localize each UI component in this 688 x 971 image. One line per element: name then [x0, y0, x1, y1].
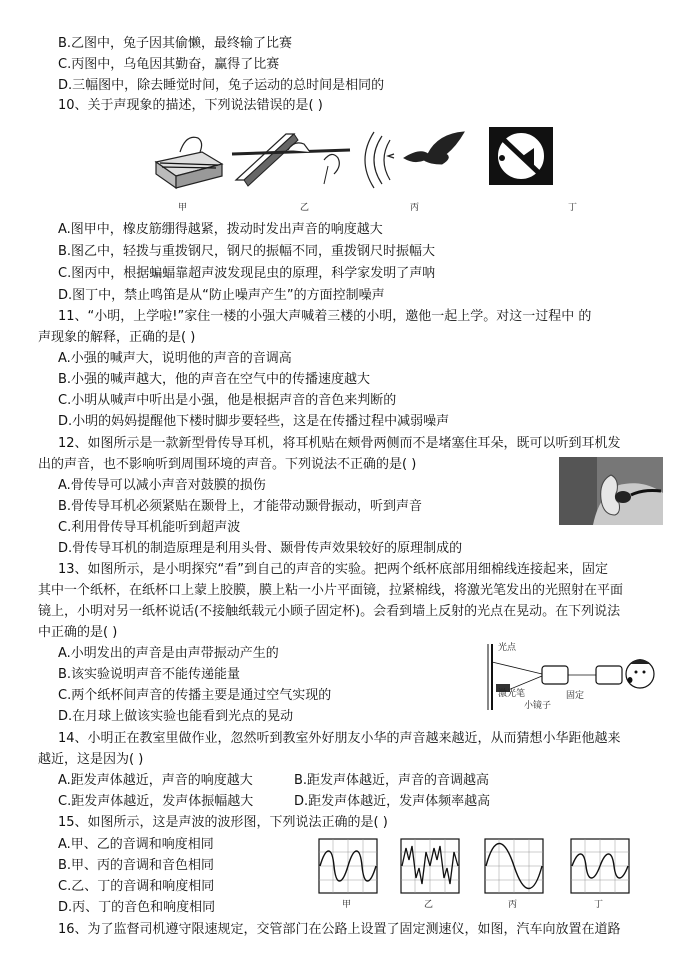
- q10-caption-ding: 丁: [568, 203, 578, 213]
- q10-option-a: A.图甲中，橡皮筋绷得越紧，拨动时发出声音的响度越大: [58, 222, 383, 237]
- q15-option-b: B.甲、丙的音调和音色相同: [58, 858, 215, 873]
- q13-option-b: B.该实验说明声音不能传递能量: [58, 667, 241, 682]
- q14-option-d: D.距发声体越近，发声体频率越高: [294, 794, 491, 809]
- q11-stem-line2: 声现象的解释，正确的是( ): [38, 330, 196, 345]
- q14-stem-line1: 14、小明正在教室里做作业，忽然听到教室外好朋友小华的声音越来越近，从而猜想小华距他越来: [58, 731, 621, 746]
- q12-figure-earphone: [559, 457, 663, 525]
- q15-caption-jia: 甲: [342, 900, 352, 910]
- q15-wave-bing: [484, 838, 544, 894]
- q12-option-a: A.骨传导可以减小声音对鼓膜的损伤: [58, 478, 266, 493]
- prev-option-d: D.三幅图中，除去睡觉时间，兔子运动的总时间是相同的: [58, 78, 385, 93]
- q13-option-d: D.在月球上做该实验也能看到光点的晃动: [58, 709, 294, 724]
- q16-stem-line1: 16、为了监督司机遵守限速规定，交管部门在公路上设置了固定测速仪，如图，汽车向放置在道路: [58, 922, 621, 937]
- q10-caption-bing: 丙: [410, 203, 420, 213]
- q15-caption-yi: 乙: [424, 900, 434, 910]
- q13-caption-laser: 激光笔: [498, 689, 526, 699]
- q12-option-d: D.骨传导耳机的制造原理是利用头骨、颞骨传声效果较好的原理制成的: [58, 541, 463, 556]
- q15-stem: 15、如图所示，这是声波的波形图，下列说法正确的是( ): [58, 815, 388, 830]
- q10-option-c: C.图丙中，根据蝙蝠靠超声波发现昆虫的原理，科学家发明了声呐: [58, 266, 436, 281]
- q14-option-b: B.距发声体越近，声音的音调越高: [294, 773, 490, 788]
- q11-option-a: A.小强的喊声大，说明他的声音的音调高: [58, 351, 292, 366]
- q10-figure-jia: [150, 122, 230, 192]
- q13-caption-spot: 光点: [498, 643, 517, 653]
- q12-stem-line2: 出的声音，也不影响听到周围环境的声音。下列说法不正确的是( ): [38, 457, 417, 472]
- q13-stem-line2: 其中一个纸杯，在纸杯口上蒙上胶膜，膜上粘一小片平面镜，拉紧棉线，将激光笔发出的光照射在平面: [38, 583, 624, 598]
- q13-stem-line3: 镜上，小明对另一纸杯说话(不接触纸载元小顾子固定杯)。会看到墙上反射的光点在晃动。在下列说法: [38, 604, 621, 619]
- prev-option-b: B.乙图中，兔子因其偷懒，最终输了比赛: [58, 36, 293, 51]
- q13-caption-fixed: 固定: [566, 691, 585, 701]
- q13-option-c: C.两个纸杯间声音的传播主要是通过空气实现的: [58, 688, 332, 703]
- q12-option-b: B.骨传导耳机必须紧贴在颞骨上，才能带动颞骨振动，听到声音: [58, 499, 423, 514]
- q10-option-b: B.图乙中，轻拨与重拨钢尺，钢尺的振幅不同，重拨钢尺时振幅大: [58, 244, 436, 259]
- q13-caption-mirror: 小镜子: [524, 701, 552, 711]
- q15-option-d: D.丙、丁的音色和响度相同: [58, 900, 216, 915]
- q10-caption-jia: 甲: [178, 203, 188, 213]
- q15-option-a: A.甲、乙的音调和响度相同: [58, 837, 214, 852]
- q11-option-d: D.小明的妈妈提醒他下楼时脚步要轻些，这是在传播过程中减弱噪声: [58, 414, 450, 429]
- q12-stem-line1: 12、如图所示是一款新型骨传导耳机，将耳机贴在颊骨两侧而不是堵塞住耳朵，既可以听到耳机发: [58, 436, 621, 451]
- prev-option-c: C.丙图中，乌龟因其勤奋，赢得了比赛: [58, 57, 280, 72]
- q10-figure-ding: [488, 126, 554, 186]
- q11-option-b: B.小强的喊声越大，他的声音在空气中的传播速度越大: [58, 372, 371, 387]
- q10-caption-yi: 乙: [300, 203, 310, 213]
- q10-stem: 10、关于声现象的描述，下列说法错误的是( ): [58, 98, 323, 113]
- q14-stem-line2: 越近，这是因为( ): [38, 752, 144, 767]
- q13-stem-line1: 13、如图所示，是小明探究“看”到自己的声音的实验。把两个纸杯底部用细棉线连接起来，固定: [58, 562, 609, 577]
- q10-figure-yi: [228, 120, 358, 192]
- q13-stem-line4: 中正确的是( ): [38, 625, 118, 640]
- q15-wave-ding: [570, 838, 630, 894]
- q15-option-c: C.乙、丁的音调和响度相同: [58, 879, 215, 894]
- q15-wave-yi: [400, 838, 460, 894]
- q12-option-c: C.利用骨传导耳机能听到超声波: [58, 520, 241, 535]
- q14-option-c: C.距发声体越近，发声体振幅越大: [58, 794, 254, 809]
- q14-option-a: A.距发声体越近，声音的响度越大: [58, 773, 253, 788]
- q15-wave-jia: [318, 838, 378, 894]
- q11-option-c: C.小明从喊声中听出是小强，他是根据声音的音色来判断的: [58, 393, 397, 408]
- q15-caption-bing: 丙: [508, 900, 518, 910]
- q15-caption-ding: 丁: [594, 900, 604, 910]
- q10-figure-bing: [360, 128, 470, 190]
- q11-stem-line1: 11、“小明，上学啦!”家住一楼的小强大声喊着三楼的小明，邀他一起上学。对这一过程中 的: [58, 309, 592, 324]
- q10-option-d: D.图丁中，禁止鸣笛是从“防止噪声产生”的方面控制噪声: [58, 288, 385, 303]
- q13-option-a: A.小明发出的声音是由声带振动产生的: [58, 646, 279, 661]
